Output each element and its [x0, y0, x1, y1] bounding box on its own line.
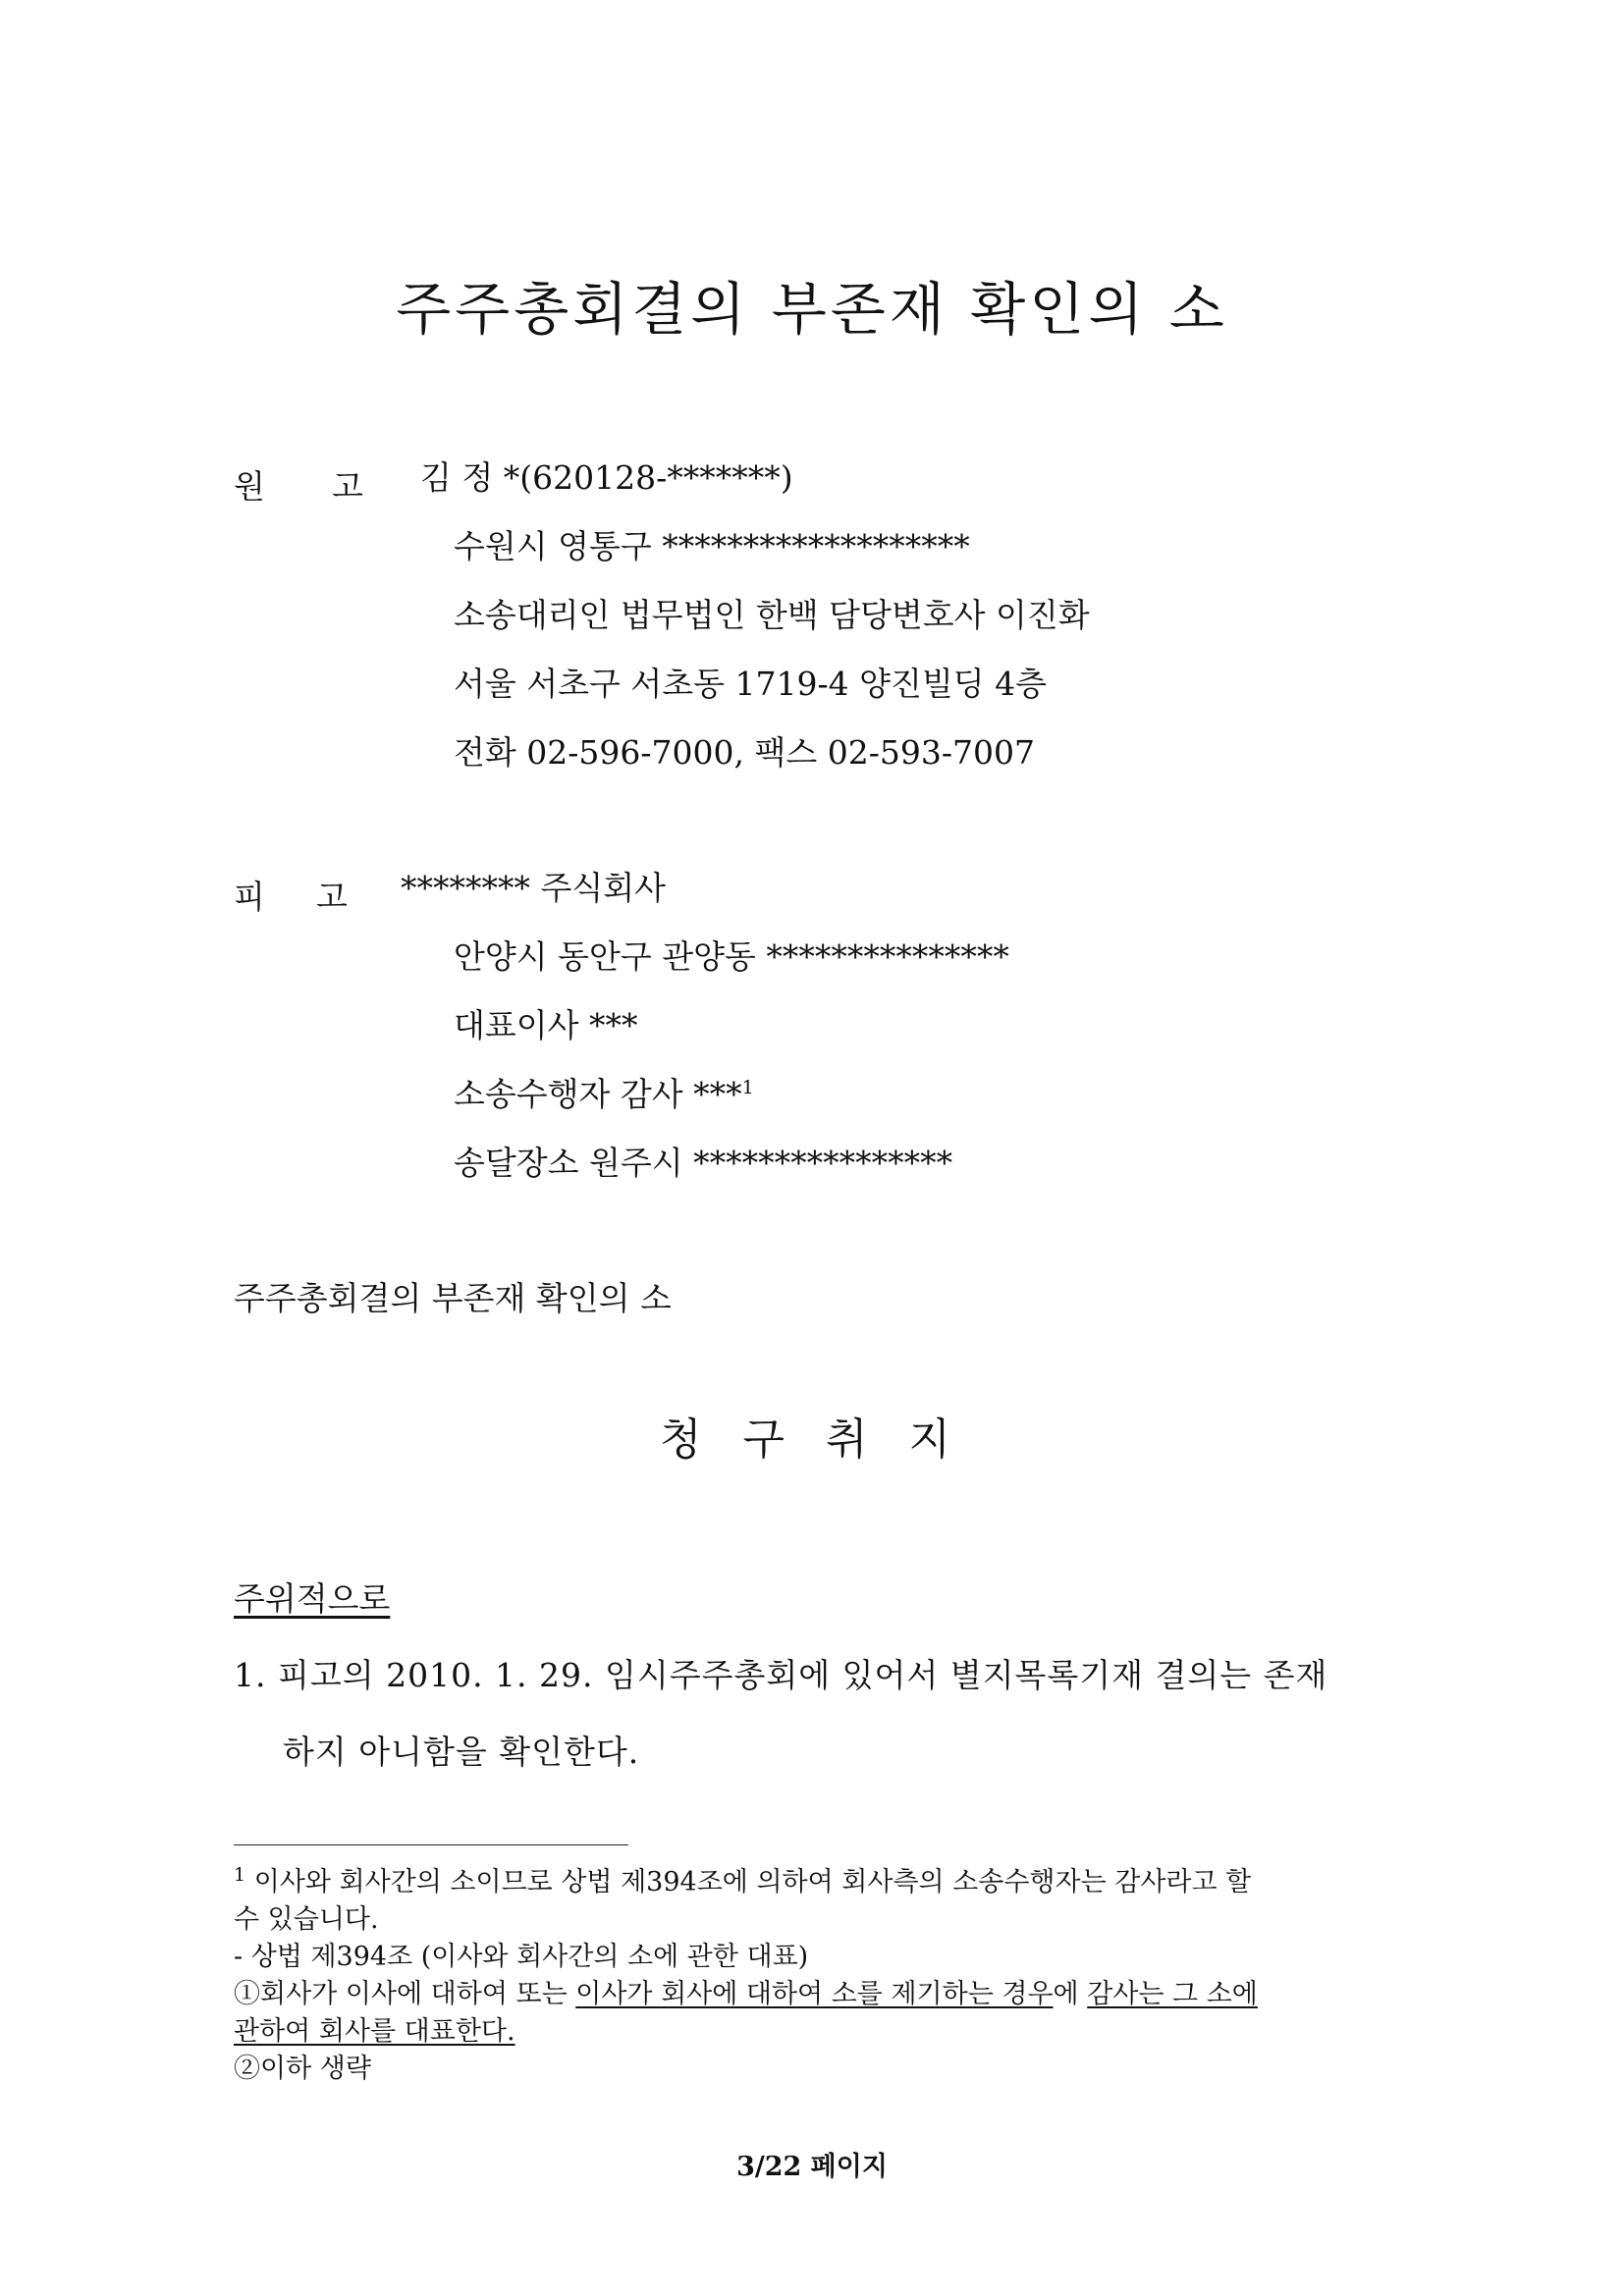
footnote-divider — [234, 1844, 628, 1845]
footnote-line-4-part-a: ①회사가 이사에 대하여 또는 — [234, 1979, 576, 2009]
defendant-name: ******** 주식회사 — [401, 869, 667, 907]
document-title: 주주총회결의 부존재 확인의 소 — [396, 276, 1228, 343]
defendant-representative: 대표이사 *** — [454, 1006, 638, 1044]
claim-1-line-2: 하지 아니함을 확인한다. — [283, 1733, 640, 1771]
attorney-address: 서울 서초구 서초동 1719-4 양진빌딩 4층 — [454, 665, 1047, 703]
defendant-role-char-1: 피 — [234, 878, 265, 916]
defendant-address: 안양시 동안구 관양동 *************** — [454, 937, 1009, 976]
plaintiff-name: 김 정 *(620128-*******) — [420, 458, 793, 497]
primary-claim-label: 주위적으로 — [234, 1579, 391, 1618]
footnote-line-3: - 상법 제394조 (이사와 회사간의 소에 관한 대표) — [234, 1942, 809, 1972]
case-name: 주주총회결의 부존재 확인의 소 — [234, 1279, 672, 1317]
footnote-line-5: 관하여 회사를 대표한다. — [234, 2016, 515, 2047]
plaintiff-address: 수원시 영통구 ******************* — [454, 527, 970, 565]
section-heading-claims: 청 구 취 지 — [660, 1415, 964, 1465]
footnote-line-4 — [234, 1981, 1258, 2007]
defendant-service-address: 송달장소 원주시 **************** — [454, 1144, 953, 1182]
footnote-line-1-text: 이사와 회사간의 소이므로 상법 제394조에 의하여 회사측의 소송수행자는 감사라고 할 — [253, 1867, 1252, 1897]
footnote-line-4-part-d: 감사는 그 소에 — [1087, 1979, 1258, 2009]
defendant-role-char-2: 고 — [316, 878, 348, 916]
footnote-line-1 — [234, 1864, 1252, 1897]
plaintiff-attorney: 소송대리인 법무법인 한백 담당변호사 이진화 — [454, 596, 1090, 634]
page-number: 3/22 페이지 — [736, 2152, 888, 2182]
plaintiff-role-char-1: 원 — [234, 467, 265, 506]
footnote-line-4-part-c: 에 — [1053, 1979, 1088, 2009]
claim-1-line-1: 1. 피고의 2010. 1. 29. 임시주주총회에 있어서 별지목록기재 결의는 존재 — [234, 1656, 1328, 1694]
defendant-litigant — [454, 1075, 754, 1113]
attorney-contact: 전화 02-596-7000, 팩스 02-593-7007 — [454, 733, 1035, 772]
footnote-line-6: ②이하 생략 — [234, 2054, 371, 2084]
defendant-litigant-text: 소송수행자 감사 *** — [454, 1075, 742, 1113]
footnote-line-4-part-b: 이사가 회사에 대하여 소를 제기하는 경우 — [575, 1979, 1054, 2009]
footnote-marker: 1 — [234, 1864, 246, 1886]
footnote-line-2: 수 있습니다. — [234, 1904, 379, 1935]
plaintiff-role-char-2: 고 — [332, 467, 363, 506]
footnote-reference: 1 — [741, 1077, 754, 1098]
